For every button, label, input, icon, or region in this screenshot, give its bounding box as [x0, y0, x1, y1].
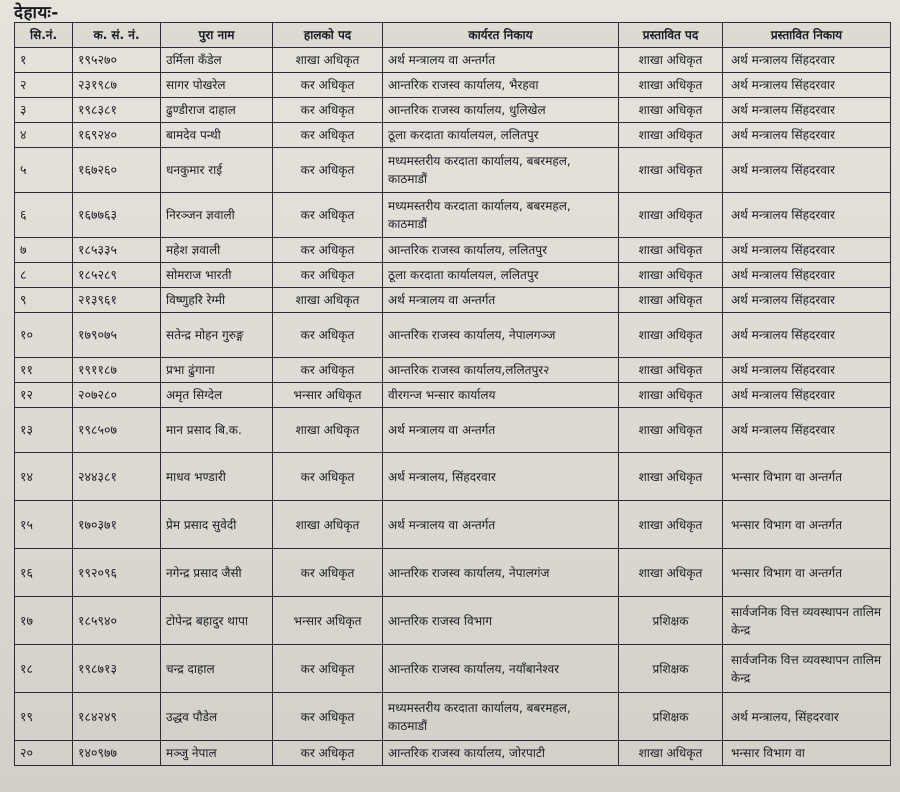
serial-cell: ८: [15, 263, 73, 288]
table-row: [15, 193, 891, 238]
current-office-cell: अर्थ मन्त्रालय वा अन्तर्गत: [383, 48, 619, 73]
table-row: [15, 383, 891, 408]
current-office-cell: आन्तरिक राजस्व कार्यालय, धुलिखेल: [383, 98, 619, 123]
proposed-office-cell: अर्थ मन्त्रालय सिंहदरवार: [723, 358, 891, 383]
current-post-cell: शाखा अधिकृत: [273, 48, 383, 73]
proposed-post-cell: शाखा अधिकृत: [619, 288, 723, 313]
employee-id-cell: २१३९६१: [73, 288, 161, 313]
table-row: [15, 123, 891, 148]
proposed-office-cell: अर्थ मन्त्रालय सिंहदरवार: [723, 408, 891, 453]
proposed-post-cell: शाखा अधिकृत: [619, 238, 723, 263]
current-post-cell: कर अधिकृत: [273, 193, 383, 238]
col-header-serial: सि.नं.: [15, 23, 73, 48]
table-row: [15, 645, 891, 693]
serial-cell: १९: [15, 693, 73, 741]
proposed-office-cell: सार्वजनिक वित्त व्यवस्थापन तालिम केन्द्र: [723, 645, 891, 693]
table-header-row: [15, 23, 891, 48]
full-name-cell: उर्मिला कँडेल: [161, 48, 273, 73]
full-name-cell: माधव भण्डारी: [161, 453, 273, 501]
current-post-cell: कर अधिकृत: [273, 358, 383, 383]
table-row: [15, 358, 891, 383]
current-post-cell: भन्सार अधिकृत: [273, 383, 383, 408]
serial-cell: ११: [15, 358, 73, 383]
serial-cell: १८: [15, 645, 73, 693]
proposed-post-cell: प्रशिक्षक: [619, 645, 723, 693]
current-office-cell: अर्थ मन्त्रालय वा अन्तर्गत: [383, 408, 619, 453]
table-row: [15, 238, 891, 263]
serial-cell: ४: [15, 123, 73, 148]
employee-id-cell: २४४३८१: [73, 453, 161, 501]
full-name-cell: महेश ज्ञवाली: [161, 238, 273, 263]
table-row: [15, 148, 891, 193]
current-office-cell: ठूला करदाता कार्यालयल, ललितपुर: [383, 123, 619, 148]
proposed-post-cell: शाखा अधिकृत: [619, 313, 723, 358]
proposed-post-cell: शाखा अधिकृत: [619, 549, 723, 597]
proposed-office-cell: अर्थ मन्त्रालय, सिंहदरवार: [723, 693, 891, 741]
proposed-post-cell: शाखा अधिकृत: [619, 358, 723, 383]
proposed-office-cell: अर्थ मन्त्रालय सिंहदरवार: [723, 123, 891, 148]
col-header-proposed-office: प्रस्तावित निकाय: [723, 23, 891, 48]
employee-id-cell: १६९२४०: [73, 123, 161, 148]
proposed-office-cell: भन्सार विभाग वा अन्तर्गत: [723, 501, 891, 549]
full-name-cell: चन्द्र दाहाल: [161, 645, 273, 693]
full-name-cell: अमृत सिग्देल: [161, 383, 273, 408]
table-row: [15, 693, 891, 741]
full-name-cell: मान प्रसाद बि.क.: [161, 408, 273, 453]
current-post-cell: भन्सार अधिकृत: [273, 597, 383, 645]
serial-cell: २: [15, 73, 73, 98]
current-office-cell: आन्तरिक राजस्व कार्यालय, जोरपाटी: [383, 741, 619, 766]
proposed-office-cell: सार्वजनिक वित्त व्यवस्थापन तालिम केन्द्र: [723, 597, 891, 645]
table-row: [15, 263, 891, 288]
proposed-post-cell: शाखा अधिकृत: [619, 408, 723, 453]
current-post-cell: कर अधिकृत: [273, 148, 383, 193]
current-office-cell: ठूला करदाता कार्यालयल, ललितपुर: [383, 263, 619, 288]
employee-id-cell: १४०९७७: [73, 741, 161, 766]
employee-id-cell: २०७२८०: [73, 383, 161, 408]
proposed-office-cell: अर्थ मन्त्रालय सिंहदरवार: [723, 313, 891, 358]
current-post-cell: कर अधिकृत: [273, 453, 383, 501]
table-row: [15, 313, 891, 358]
table-row: [15, 597, 891, 645]
table-row: [15, 549, 891, 597]
proposed-post-cell: शाखा अधिकृत: [619, 73, 723, 98]
serial-cell: ७: [15, 238, 73, 263]
table-row: [15, 741, 891, 766]
proposed-office-cell: अर्थ मन्त्रालय सिंहदरवार: [723, 48, 891, 73]
transfer-table: [14, 22, 891, 766]
employee-id-cell: १८५२८९: [73, 263, 161, 288]
employee-id-cell: १९८५०७: [73, 408, 161, 453]
proposed-office-cell: भन्सार विभाग वा: [723, 741, 891, 766]
proposed-office-cell: अर्थ मन्त्रालय सिंहदरवार: [723, 193, 891, 238]
current-office-cell: आन्तरिक राजस्व कार्यालय, ललितपुर: [383, 238, 619, 263]
table-row: [15, 288, 891, 313]
full-name-cell: विष्णुहरि रेग्मी: [161, 288, 273, 313]
proposed-post-cell: शाखा अधिकृत: [619, 501, 723, 549]
serial-cell: १५: [15, 501, 73, 549]
full-name-cell: धनकुमार राई: [161, 148, 273, 193]
full-name-cell: निरञ्जन ज्ञवाली: [161, 193, 273, 238]
serial-cell: १: [15, 48, 73, 73]
full-name-cell: प्रभा ढुंगाना: [161, 358, 273, 383]
serial-cell: १७: [15, 597, 73, 645]
proposed-office-cell: अर्थ मन्त्रालय सिंहदरवार: [723, 98, 891, 123]
proposed-post-cell: शाखा अधिकृत: [619, 148, 723, 193]
employee-id-cell: १९२०९६: [73, 549, 161, 597]
table-body: [15, 48, 891, 766]
serial-cell: १६: [15, 549, 73, 597]
current-post-cell: कर अधिकृत: [273, 645, 383, 693]
col-header-current-office: कार्यरत निकाय: [383, 23, 619, 48]
proposed-post-cell: शाखा अधिकृत: [619, 98, 723, 123]
proposed-office-cell: अर्थ मन्त्रालय सिंहदरवार: [723, 73, 891, 98]
current-office-cell: आन्तरिक राजस्व कार्यालय,ललितपुर२: [383, 358, 619, 383]
employee-id-cell: १९११८७: [73, 358, 161, 383]
col-header-employee-id: क. सं. नं.: [73, 23, 161, 48]
current-post-cell: कर अधिकृत: [273, 693, 383, 741]
serial-cell: ६: [15, 193, 73, 238]
serial-cell: १३: [15, 408, 73, 453]
current-post-cell: कर अधिकृत: [273, 741, 383, 766]
proposed-office-cell: भन्सार विभाग वा अन्तर्गत: [723, 453, 891, 501]
proposed-post-cell: प्रशिक्षक: [619, 597, 723, 645]
col-header-current-post: हालको पद: [273, 23, 383, 48]
full-name-cell: ढुण्डीराज दाहाल: [161, 98, 273, 123]
serial-cell: ९: [15, 288, 73, 313]
table-row: [15, 98, 891, 123]
serial-cell: १४: [15, 453, 73, 501]
employee-id-cell: १८४२४९: [73, 693, 161, 741]
employee-id-cell: १९८३८१: [73, 98, 161, 123]
employee-id-cell: १९५२७०: [73, 48, 161, 73]
table-row: [15, 453, 891, 501]
proposed-post-cell: शाखा अधिकृत: [619, 263, 723, 288]
proposed-post-cell: शाखा अधिकृत: [619, 48, 723, 73]
current-office-cell: आन्तरिक राजस्व कार्यालय, नेपालगंज: [383, 549, 619, 597]
table-row: [15, 73, 891, 98]
current-office-cell: अर्थ मन्त्रालय, सिंहदरवार: [383, 453, 619, 501]
employee-id-cell: १६७२६०: [73, 148, 161, 193]
current-post-cell: कर अधिकृत: [273, 98, 383, 123]
full-name-cell: नगेन्द्र प्रसाद जैसी: [161, 549, 273, 597]
serial-cell: १२: [15, 383, 73, 408]
employee-id-cell: १७९०७५: [73, 313, 161, 358]
full-name-cell: प्रेम प्रसाद सुवेदी: [161, 501, 273, 549]
full-name-cell: उद्धव पौडेल: [161, 693, 273, 741]
current-post-cell: कर अधिकृत: [273, 238, 383, 263]
employee-id-cell: १६७७६३: [73, 193, 161, 238]
current-office-cell: अर्थ मन्त्रालय वा अन्तर्गत: [383, 288, 619, 313]
current-post-cell: कर अधिकृत: [273, 313, 383, 358]
employee-id-cell: १८५९४०: [73, 597, 161, 645]
serial-cell: २०: [15, 741, 73, 766]
proposed-office-cell: अर्थ मन्त्रालय सिंहदरवार: [723, 288, 891, 313]
full-name-cell: सागर पोखरेल: [161, 73, 273, 98]
table-row: [15, 501, 891, 549]
employee-id-cell: १७०३७१: [73, 501, 161, 549]
proposed-office-cell: भन्सार विभाग वा अन्तर्गत: [723, 549, 891, 597]
full-name-cell: सतेन्द्र मोहन गुरुङ्ग: [161, 313, 273, 358]
current-post-cell: शाखा अधिकृत: [273, 501, 383, 549]
current-office-cell: अर्थ मन्त्रालय वा अन्तर्गत: [383, 501, 619, 549]
current-office-cell: मध्यमस्तरीय करदाता कार्यालय, बबरमहल, काठमाडौं: [383, 148, 619, 193]
table-row: [15, 408, 891, 453]
current-office-cell: वीरगन्ज भन्सार कार्यालय: [383, 383, 619, 408]
current-office-cell: मध्यमस्तरीय करदाता कार्यालय, बबरमहल, काठमाडौं: [383, 193, 619, 238]
table-row: [15, 48, 891, 73]
col-header-proposed-post: प्रस्तावित पद: [619, 23, 723, 48]
employee-id-cell: १९८७१३: [73, 645, 161, 693]
proposed-post-cell: शाखा अधिकृत: [619, 123, 723, 148]
current-office-cell: मध्यमस्तरीय करदाता कार्यालय, बबरमहल, काठमाडौं: [383, 693, 619, 741]
proposed-post-cell: शाखा अधिकृत: [619, 741, 723, 766]
employee-id-cell: २३१९८७: [73, 73, 161, 98]
current-post-cell: कर अधिकृत: [273, 263, 383, 288]
proposed-office-cell: अर्थ मन्त्रालय सिंहदरवार: [723, 238, 891, 263]
current-office-cell: आन्तरिक राजस्व विभाग: [383, 597, 619, 645]
current-office-cell: आन्तरिक राजस्व कार्यालय, नेपालगञ्ज: [383, 313, 619, 358]
current-office-cell: आन्तरिक राजस्व कार्यालय, भैरहवा: [383, 73, 619, 98]
full-name-cell: सोमराज भारती: [161, 263, 273, 288]
proposed-post-cell: प्रशिक्षक: [619, 693, 723, 741]
current-office-cell: आन्तरिक राजस्व कार्यालय, नयाँबानेश्वर: [383, 645, 619, 693]
proposed-office-cell: अर्थ मन्त्रालय सिंहदरवार: [723, 383, 891, 408]
serial-cell: ५: [15, 148, 73, 193]
serial-cell: १०: [15, 313, 73, 358]
proposed-office-cell: अर्थ मन्त्रालय सिंहदरवार: [723, 148, 891, 193]
col-header-full-name: पुरा नाम: [161, 23, 273, 48]
section-heading: देहायः-: [14, 3, 59, 23]
current-post-cell: शाखा अधिकृत: [273, 408, 383, 453]
full-name-cell: मञ्जु नेपाल: [161, 741, 273, 766]
proposed-post-cell: शाखा अधिकृत: [619, 453, 723, 501]
employee-id-cell: १८५३३५: [73, 238, 161, 263]
full-name-cell: बामदेव पन्थी: [161, 123, 273, 148]
proposed-office-cell: अर्थ मन्त्रालय सिंहदरवार: [723, 263, 891, 288]
proposed-post-cell: शाखा अधिकृत: [619, 383, 723, 408]
current-post-cell: कर अधिकृत: [273, 73, 383, 98]
serial-cell: ३: [15, 98, 73, 123]
full-name-cell: टोपेन्द्र बहादुर थापा: [161, 597, 273, 645]
proposed-post-cell: शाखा अधिकृत: [619, 193, 723, 238]
current-post-cell: शाखा अधिकृत: [273, 288, 383, 313]
current-post-cell: कर अधिकृत: [273, 123, 383, 148]
current-post-cell: कर अधिकृत: [273, 549, 383, 597]
